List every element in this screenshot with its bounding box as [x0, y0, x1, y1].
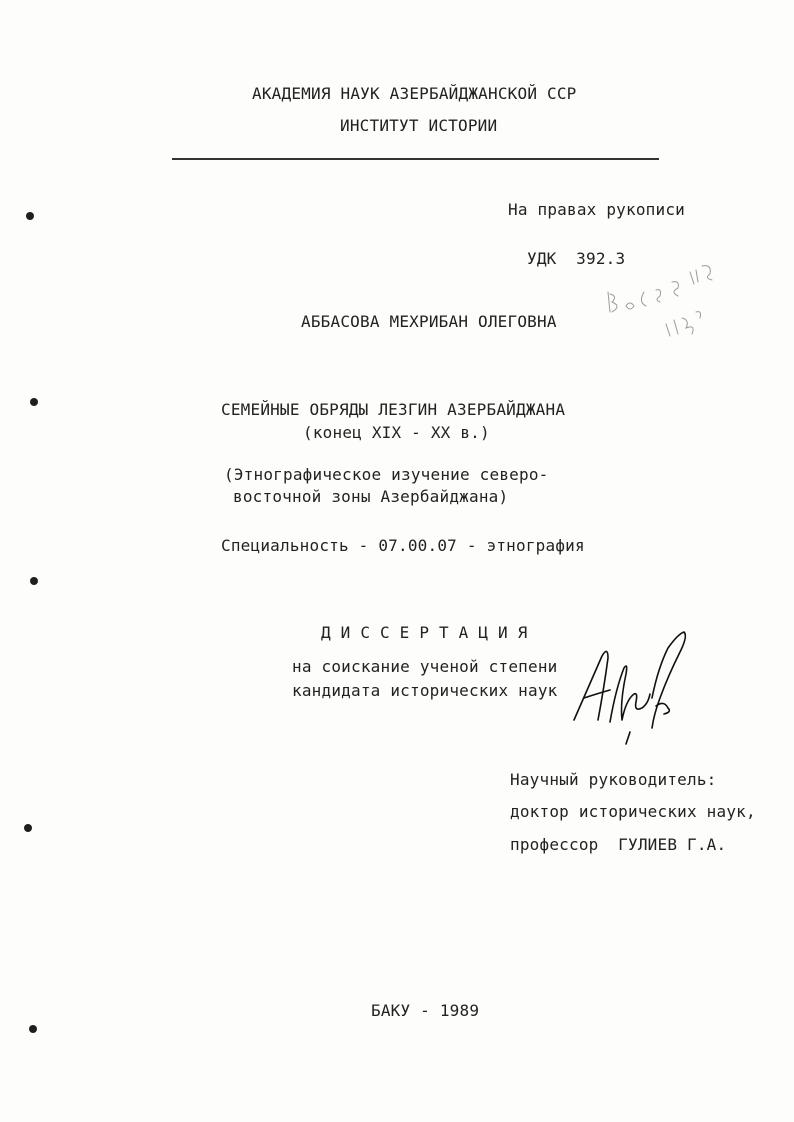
academy-heading: АКАДЕМИЯ НАУК АЗЕРБАЙДЖАНСКОЙ ССР — [252, 84, 577, 103]
manuscript-note: На правах рукописи — [508, 200, 685, 219]
subtitle-line-1: (Этнографическое изучение северо- — [224, 465, 549, 484]
binding-hole-mark — [29, 1025, 37, 1033]
author-name: АББАСОВА МЕХРИБАН ОЛЕГОВНА — [301, 312, 557, 331]
place-and-year: БАКУ - 1989 — [371, 1001, 480, 1020]
degree-line-2: кандидата исторических наук — [292, 681, 558, 700]
degree-line-1: на соискание ученой степени — [292, 657, 558, 676]
handwritten-marginal-note — [600, 262, 730, 344]
author-signature — [568, 628, 698, 746]
dissertation-heading: Д И С С Е Р Т А Ц И Я — [321, 623, 528, 642]
binding-hole-mark — [26, 212, 34, 220]
supervisor-name: профессор ГУЛИЕВ Г.А. — [510, 835, 727, 854]
udk-code: УДК 392.3 — [527, 249, 626, 268]
binding-hole-mark — [24, 824, 32, 832]
dissertation-period: (конец XIX - XX в.) — [303, 423, 490, 442]
subtitle-line-2: восточной зоны Азербайджана) — [233, 487, 509, 506]
institute-heading: ИНСТИТУТ ИСТОРИИ — [340, 116, 498, 135]
binding-hole-mark — [30, 398, 38, 406]
supervisor-degree: доктор исторических наук, — [510, 802, 756, 821]
supervisor-label: Научный руководитель: — [510, 770, 717, 789]
binding-hole-mark — [30, 577, 38, 585]
header-rule — [172, 158, 659, 160]
dissertation-title: СЕМЕЙНЫЕ ОБРЯДЫ ЛЕЗГИН АЗЕРБАЙДЖАНА — [221, 400, 566, 419]
specialty-line: Специальность - 07.00.07 - этнография — [221, 536, 585, 555]
